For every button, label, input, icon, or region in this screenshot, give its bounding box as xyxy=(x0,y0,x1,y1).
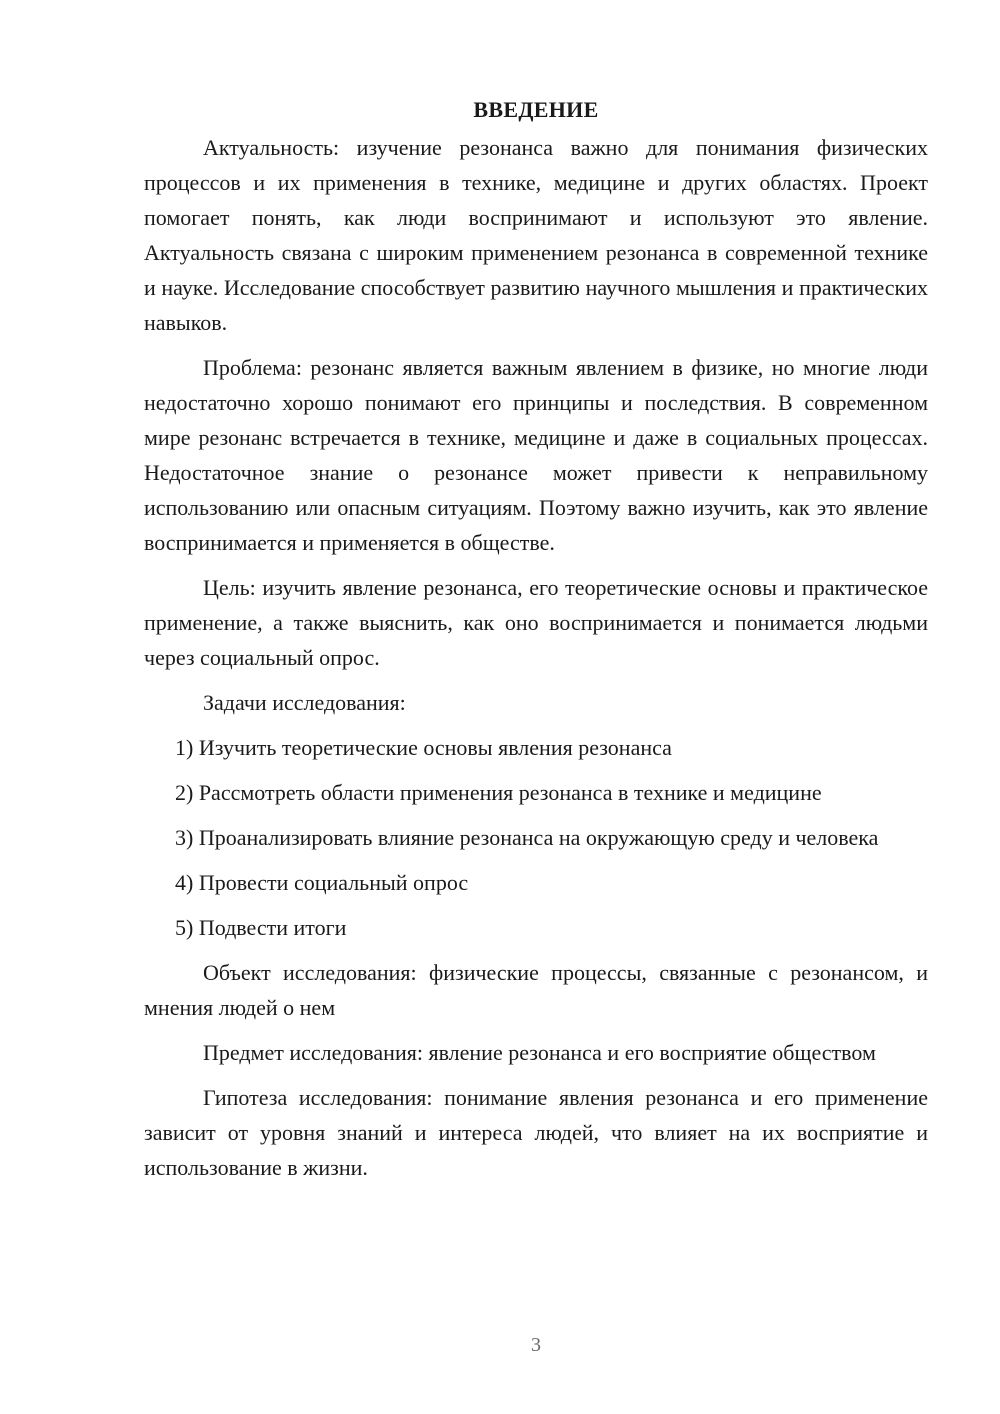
task-item: 2) Рассмотреть области применения резонанса в технике и медицине xyxy=(175,780,822,805)
subject-paragraph: Предмет исследования: явление резонанса и его восприятие обществом xyxy=(203,1040,876,1065)
tasks-heading: Задачи исследования: xyxy=(203,690,406,715)
goal-paragraph: Цель: изучить явление резонанса, его теоретические основы и практическое применение, а также выяснить, как оно воспринимается и понимается людьми через социальный опрос. xyxy=(144,575,928,670)
object-paragraph: Объект исследования: физические процессы, связанные с резонансом, и мнения людей о нем xyxy=(144,960,928,1020)
document-page xyxy=(144,94,928,1195)
task-item: 4) Провести социальный опрос xyxy=(175,870,469,895)
relevance-paragraph: Актуальность: изучение резонанса важно для понимания физических процессов и их применения в технике, медицине и других областях. Проект помогает понять, как люди воспринимают и используют это явление. Актуальность связана с широким применением резонанса в современной технике и науке. Исследование способствует развитию научного мышления и практических навыков. xyxy=(144,135,928,335)
task-item: 1) Изучить теоретические основы явления резонанса xyxy=(175,735,672,760)
page-title: ВВЕДЕНИЕ xyxy=(473,97,599,122)
hypothesis-paragraph: Гипотеза исследования: понимание явления резонанса и его применение зависит от уровня знаний и интереса людей, что влияет на их восприятие и использование в жизни. xyxy=(144,1085,928,1180)
task-item: 3) Проанализировать влияние резонанса на окружающую среду и человека xyxy=(175,825,879,850)
task-item: 5) Подвести итоги xyxy=(175,915,347,940)
page-number: 3 xyxy=(531,1334,541,1356)
problem-paragraph: Проблема: резонанс является важным явлением в физике, но многие люди недостаточно хорошо понимают его принципы и последствия. В современном мире резонанс встречается в технике, медицине и даже в социальных процессах. Недостаточное знание о резонансе может привести к неправильному использованию или опасным ситуациям. Поэтому важно изучить, как это явление воспринимается и применяется в обществе. xyxy=(144,355,928,555)
